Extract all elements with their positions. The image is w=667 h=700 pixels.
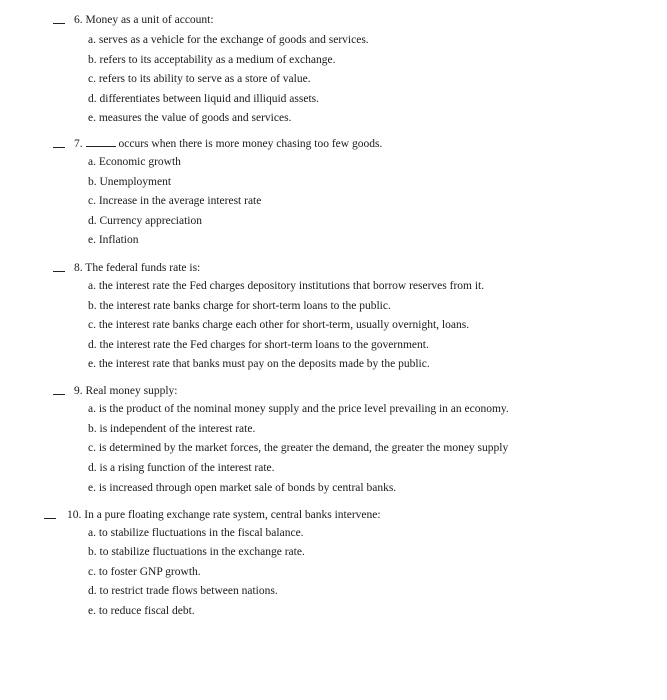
option-e: e. the interest rate that banks must pay on the deposits made by the public. (88, 358, 430, 370)
option-a: a. to stabilize fluctuations in the fiscal balance. (88, 527, 304, 539)
option-c: c. to foster GNP growth. (88, 566, 201, 578)
question-number: 6. (74, 14, 83, 26)
option-e: e. Inflation (88, 234, 139, 246)
question-number: 7. (74, 138, 83, 150)
option-d: d. to restrict trade flows between nations. (88, 585, 278, 597)
question-stem: occurs when there is more money chasing too few goods. (118, 138, 383, 150)
fill-in-blank (86, 136, 116, 147)
option-e: e. is increased through open market sale of bonds by central banks. (88, 482, 397, 494)
option-a: a. serves as a vehicle for the exchange of goods and services. (88, 34, 369, 46)
option-d: d. differentiates between liquid and illiquid assets. (88, 93, 320, 105)
option-b: b. is independent of the interest rate. (88, 423, 256, 435)
question-number: 9. (74, 385, 83, 397)
option-d: d. Currency appreciation (88, 215, 202, 227)
answer-blank-8[interactable] (53, 271, 65, 272)
question-stem: In a pure floating exchange rate system, central banks intervene: (84, 509, 381, 521)
question-stem: Money as a unit of account: (85, 14, 214, 26)
option-a: a. Economic growth (88, 156, 181, 168)
option-b: b. to stabilize fluctuations in the exchange rate. (88, 546, 305, 558)
option-e: e. to reduce fiscal debt. (88, 605, 195, 617)
option-c: c. refers to its ability to serve as a store of value. (88, 73, 311, 85)
option-e: e. measures the value of goods and services. (88, 112, 292, 124)
question-number: 8. (74, 262, 83, 274)
answer-blank-7[interactable] (53, 147, 65, 148)
question-stem: Real money supply: (85, 385, 178, 397)
option-a: a. is the product of the nominal money supply and the price level prevailing in an economy. (88, 403, 509, 415)
option-c: c. Increase in the average interest rate (88, 195, 262, 207)
option-c: c. the interest rate banks charge each other for short-term, usually overnight, loans. (88, 319, 470, 331)
option-d: d. is a rising function of the interest rate. (88, 462, 275, 474)
answer-blank-9[interactable] (53, 394, 65, 395)
question-number: 10. (67, 509, 82, 521)
answer-blank-10[interactable] (44, 518, 56, 519)
option-b: b. refers to its acceptability as a medium of exchange. (88, 54, 336, 66)
answer-blank-6[interactable] (53, 23, 65, 24)
question-stem: The federal funds rate is: (85, 262, 201, 274)
option-b: b. Unemployment (88, 176, 172, 188)
option-d: d. the interest rate the Fed charges for short-term loans to the government. (88, 339, 429, 351)
option-b: b. the interest rate banks charge for short-term loans to the public. (88, 300, 391, 312)
option-c: c. is determined by the market forces, the greater the demand, the greater the money supply (88, 442, 509, 454)
option-a: a. the interest rate the Fed charges depository institutions that borrow reserves from it. (88, 280, 485, 292)
